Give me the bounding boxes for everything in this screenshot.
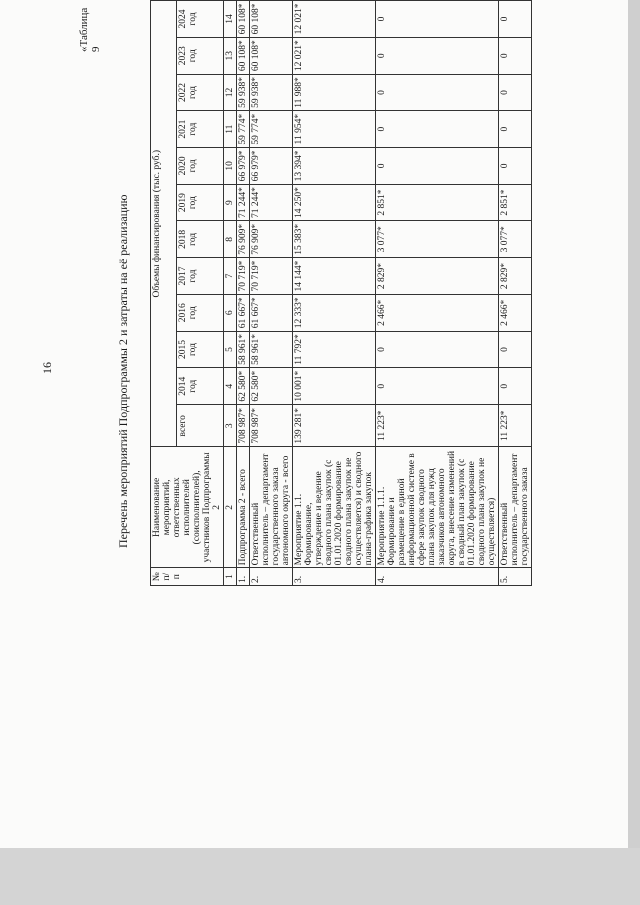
page-number: 16 [40, 362, 54, 374]
col-number: 2 [224, 447, 237, 568]
row-value: 66 979* [237, 148, 250, 185]
row-value: 58 961* [237, 331, 250, 368]
col-number: 5 [224, 331, 237, 368]
row-total: 708 987* [250, 405, 293, 447]
row-num: 3. [293, 568, 376, 586]
scan-edge [628, 0, 640, 905]
row-value: 59 938* [250, 74, 293, 111]
row-value: 15 383* [293, 221, 376, 258]
row-value: 0 [376, 368, 499, 405]
header-year: 2019 год [177, 184, 224, 221]
col-number: 10 [224, 148, 237, 185]
row-value: 11 792* [293, 331, 376, 368]
row-num: 1. [237, 568, 250, 586]
row-value: 3 077* [499, 221, 532, 258]
row-value: 59 774* [250, 111, 293, 148]
header-year: 2017 год [177, 258, 224, 295]
col-number: 13 [224, 37, 237, 74]
row-value: 11 988* [293, 74, 376, 111]
row-value: 2 829* [499, 258, 532, 295]
row-value: 0 [499, 37, 532, 74]
row-value: 0 [499, 111, 532, 148]
row-value: 2 829* [376, 258, 499, 295]
row-value: 61 667* [250, 294, 293, 331]
col-number: 3 [224, 405, 237, 447]
row-total: 11 223* [499, 405, 532, 447]
header-year: 2015 год [177, 331, 224, 368]
header-year: 2018 год [177, 221, 224, 258]
header-funding: Объемы финансирования (тыс. руб.) [151, 1, 177, 447]
header-year: 2023 год [177, 37, 224, 74]
table-row [293, 1, 376, 586]
row-value: 76 909* [237, 221, 250, 258]
row-num: 4. [376, 568, 499, 586]
col-number: 8 [224, 221, 237, 258]
col-number: 12 [224, 74, 237, 111]
row-value: 0 [499, 1, 532, 38]
header-year: 2014 год [177, 368, 224, 405]
table-title: Перечень мероприятий Подпрограммы 2 и затраты на её реализацию [116, 194, 130, 548]
col-number: 9 [224, 184, 237, 221]
row-value: 0 [499, 148, 532, 185]
row-total: 708 987* [237, 405, 250, 447]
table-row [237, 1, 250, 586]
header-year: 2016 год [177, 294, 224, 331]
col-number: 1 [224, 568, 237, 586]
col-number: 4 [224, 368, 237, 405]
header-name: Наименование мероприятий, ответственных исполнителей (соисполнителей), участников Подпрограммы 2 [151, 447, 224, 568]
header-year: 2022 год [177, 74, 224, 111]
row-value: 11 954* [293, 111, 376, 148]
table-row [376, 1, 499, 586]
header-year: 2020 год [177, 148, 224, 185]
row-value: 71 244* [237, 184, 250, 221]
col-number: 11 [224, 111, 237, 148]
row-value: 2 466* [499, 294, 532, 331]
row-value: 60 108* [250, 37, 293, 74]
header-year: 2024 год [177, 1, 224, 38]
row-value: 13 394* [293, 148, 376, 185]
row-name: Ответственный исполнитель – департамент государственного заказа [499, 447, 532, 568]
row-total: 11 223* [376, 405, 499, 447]
row-value: 62 580* [250, 368, 293, 405]
row-value: 12 021* [293, 37, 376, 74]
row-num: 2. [250, 568, 293, 586]
row-num: 5. [499, 568, 532, 586]
row-name: Мероприятие 1.1. Формирование, утверждение и ведение сводного плана закупок (с 01.01.2020 формирование сводного плана закупок не осуществляется) и сводного плана-графика закупок [293, 447, 376, 568]
col-number: 14 [224, 1, 237, 38]
row-value: 59 774* [237, 111, 250, 148]
row-value: 14 144* [293, 258, 376, 295]
row-value: 0 [499, 368, 532, 405]
row-value: 2 851* [376, 184, 499, 221]
row-value: 0 [376, 1, 499, 38]
row-value: 0 [376, 74, 499, 111]
row-value: 2 466* [376, 294, 499, 331]
row-value: 0 [376, 331, 499, 368]
row-value: 66 979* [250, 148, 293, 185]
row-value: 0 [499, 331, 532, 368]
header-row [151, 1, 177, 586]
row-value: 3 077* [376, 221, 499, 258]
row-value: 76 909* [250, 221, 293, 258]
row-value: 0 [376, 37, 499, 74]
column-number-row [224, 1, 237, 586]
row-value: 12 333* [293, 294, 376, 331]
header-num: № п/п [151, 568, 224, 586]
row-value: 71 244* [250, 184, 293, 221]
col-number: 7 [224, 258, 237, 295]
row-value: 10 001* [293, 368, 376, 405]
row-value: 58 961* [250, 331, 293, 368]
row-value: 60 108* [250, 1, 293, 38]
header-total: всего [177, 405, 224, 447]
row-value: 0 [376, 111, 499, 148]
row-value: 14 250* [293, 184, 376, 221]
row-value: 0 [499, 74, 532, 111]
row-name: Подпрограмма 2 - всего [237, 447, 250, 568]
row-value: 61 667* [237, 294, 250, 331]
row-value: 62 580* [237, 368, 250, 405]
row-value: 59 938* [237, 74, 250, 111]
row-value: 60 108* [237, 1, 250, 38]
scan-background [0, 848, 640, 905]
row-value: 12 021* [293, 1, 376, 38]
table-row [250, 1, 293, 586]
row-value: 2 851* [499, 184, 532, 221]
table-reference: «Таблица 9 [78, 7, 102, 52]
funding-table [150, 0, 532, 586]
table-row [499, 1, 532, 586]
row-value: 70 719* [237, 258, 250, 295]
col-number: 6 [224, 294, 237, 331]
row-name: Мероприятие 1.1.1. Формирование и размещение в единой информационной системе в сфере закупок сводного плана закупок для нужд заказчиков автономного округа, внесение изменений в сводный план закупок (с 01.01.2020 формирование сводного плана закупок не осуществляется) [376, 447, 499, 568]
row-value: 0 [376, 148, 499, 185]
row-name: Ответственный исполнитель – департамент государственного заказа автономного округа - всего [250, 447, 293, 568]
row-value: 70 719* [250, 258, 293, 295]
row-total: 139 281* [293, 405, 376, 447]
header-year: 2021 год [177, 111, 224, 148]
row-value: 60 108* [237, 37, 250, 74]
